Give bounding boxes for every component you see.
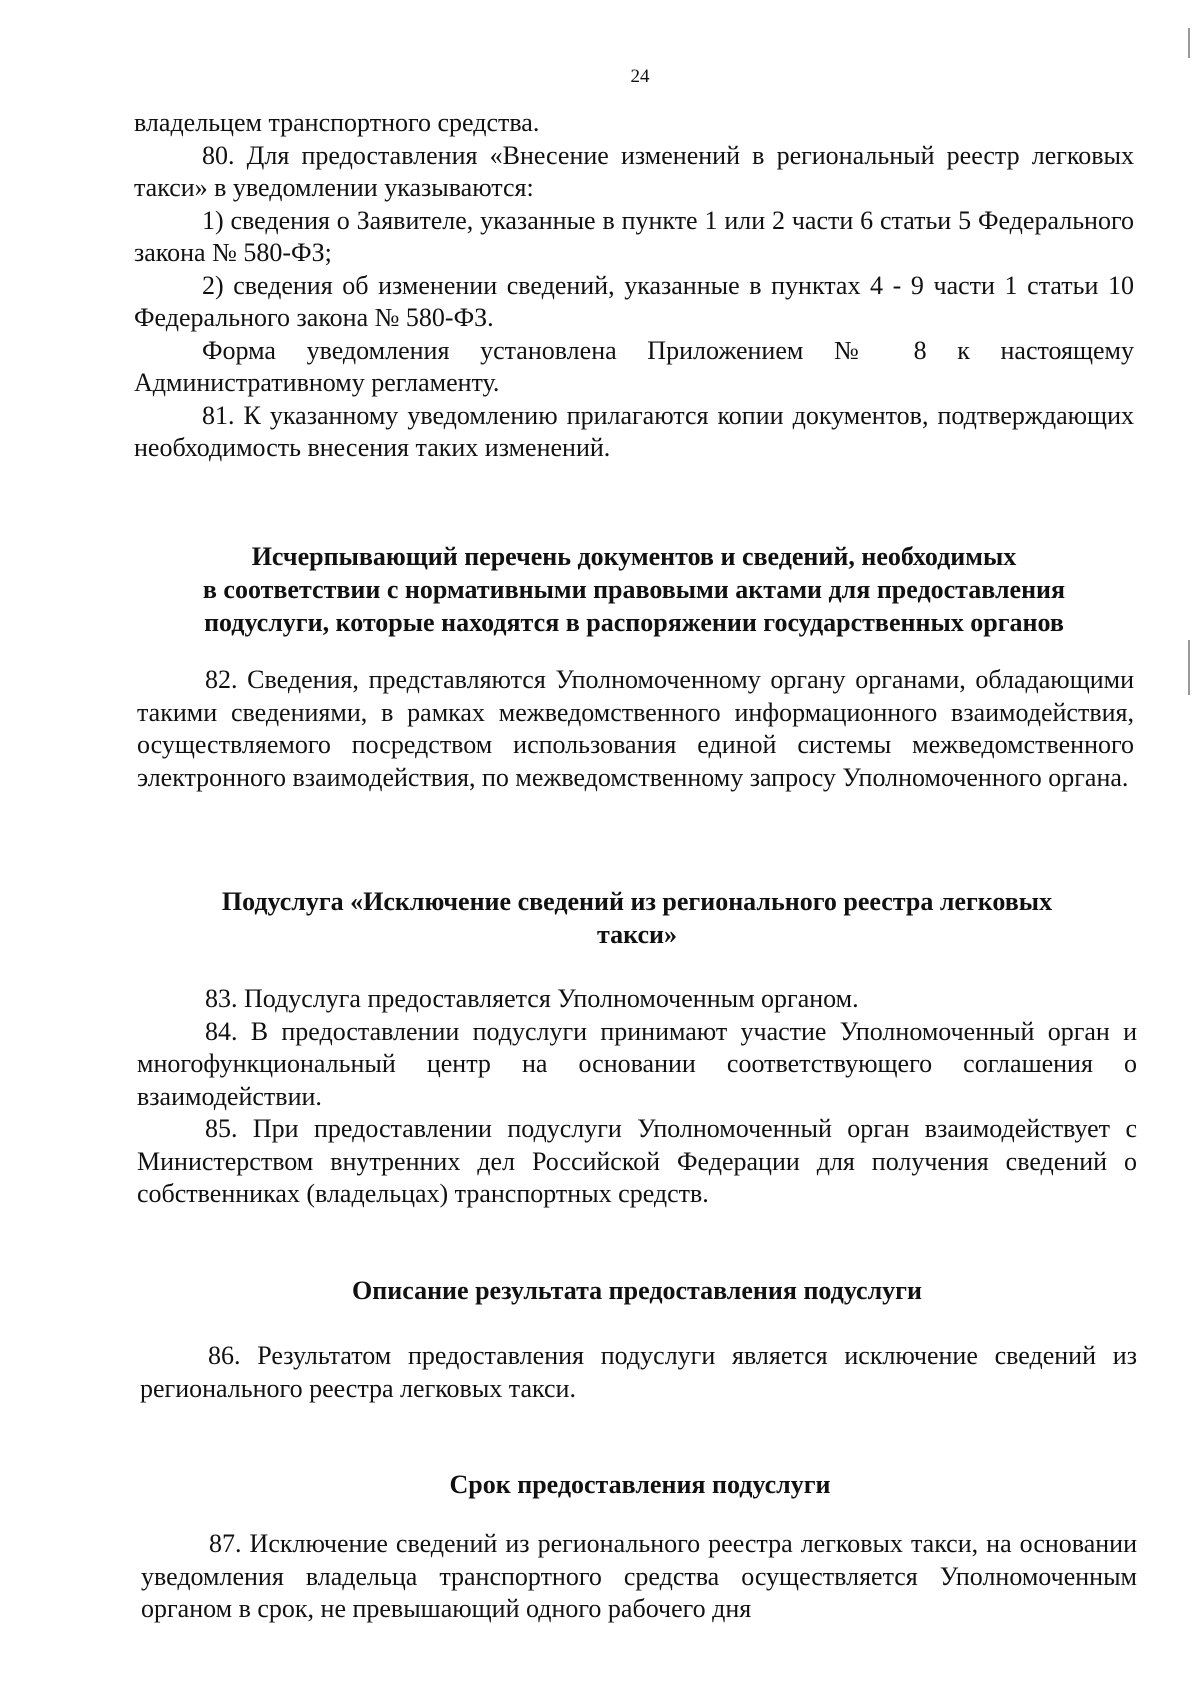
section-heading-term bbox=[140, 1468, 1140, 1501]
heading-line: такси» bbox=[597, 920, 677, 949]
heading-line: Исчерпывающий перечень документов и сведений, необходимых bbox=[251, 542, 1017, 571]
section-block-87 bbox=[141, 1528, 1137, 1626]
section-block-80-81 bbox=[134, 107, 1134, 465]
section-heading-result bbox=[137, 1274, 1137, 1307]
scan-edge-mark bbox=[1188, 640, 1190, 695]
paragraph-80-form: Форма уведомления установлена Приложением № 8 к настоящему Административному регламенту. bbox=[134, 335, 1134, 397]
section-block-82 bbox=[137, 664, 1134, 794]
heading-line: в соответствии с нормативными правовыми актами для предоставления bbox=[202, 575, 1066, 604]
paragraph-continuation: владельцем транспортного средства. bbox=[134, 108, 540, 137]
paragraph-87: 87. Исключение сведений из регионального реестра легковых такси, на основании уведомления владельца транспортного средства осуществляется Уполномоченным органом в срок, не превышающий одного рабочего дня bbox=[141, 1529, 1137, 1623]
heading-line: подуслуги, которые находятся в распоряжении государственных органов bbox=[204, 608, 1064, 637]
page-number: 24 bbox=[630, 66, 650, 87]
section-heading-documents bbox=[134, 540, 1134, 639]
paragraph-85: 85. При предоставлении подуслуги Уполномоченный орган взаимодействует с Министерством внутренних дел Российской Федерации для получения сведений о собственниках (владельцах) транспортных средств. bbox=[137, 1114, 1137, 1208]
heading-line: Описание результата предоставления подуслуги bbox=[352, 1276, 922, 1305]
paragraph-84: 84. В предоставлении подуслуги принимают участие Уполномоченный орган и многофункциональный центр на основании соответствующего соглашения о взаимодействии. bbox=[137, 1016, 1137, 1111]
heading-line: Срок предоставления подуслуги bbox=[449, 1470, 831, 1499]
paragraph-86: 86. Результатом предоставления подуслуги является исключение сведений из регионального реестра легковых такси. bbox=[140, 1341, 1137, 1403]
paragraph-82: 82. Сведения, представляются Уполномоченному органу органами, обладающими такими сведениями, в рамках межведомственного информационного взаимодействия, осуществляемого посредством использования единой системы межведомственного электронного взаимодействия, по межведомственному запросу Уполномоченного органа. bbox=[137, 665, 1134, 792]
heading-line: Подуслуга «Исключение сведений из регионального реестра легковых bbox=[221, 887, 1053, 916]
section-block-83-85 bbox=[137, 983, 1137, 1211]
paragraph-80-item-1: 1) сведения о Заявителе, указанные в пункте 1 или 2 части 6 статьи 5 Федерального закона № 580-ФЗ; bbox=[134, 205, 1134, 267]
paragraph-81: 81. К указанному уведомлению прилагаются копии документов, подтверждающих необходимость внесения таких изменений. bbox=[134, 400, 1134, 462]
scan-edge-mark bbox=[1188, 28, 1190, 58]
paragraph-80: 80. Для предоставления «Внесение изменений в региональный реестр легковых такси» в уведомлении указываются: bbox=[134, 140, 1134, 202]
paragraph-80-item-2: 2) сведения об изменении сведений, указанные в пунктах 4 - 9 части 1 статьи 10 Федерального закона № 580-ФЗ. bbox=[134, 270, 1134, 332]
section-heading-subservice bbox=[137, 885, 1137, 951]
section-block-86 bbox=[140, 1340, 1137, 1405]
paragraph-83: 83. Подуслуга предоставляется Уполномоченным органом. bbox=[205, 984, 859, 1013]
